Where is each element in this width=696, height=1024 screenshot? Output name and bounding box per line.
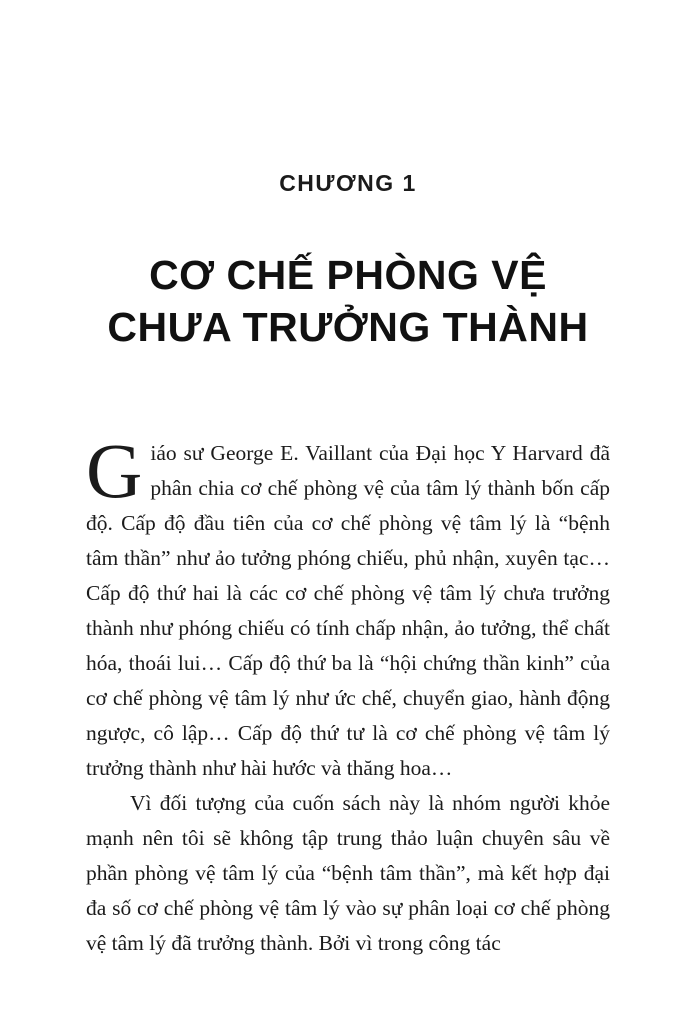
body-text <box>86 426 610 961</box>
page-content <box>86 0 610 961</box>
chapter-title <box>86 249 610 354</box>
chapter-title-line1: CƠ CHẾ PHÒNG VỆ <box>149 252 547 298</box>
dropcap-letter: G <box>86 426 143 514</box>
paragraph-2: Vì đối tượng của cuốn sách này là nhóm người khỏe mạnh nên tôi sẽ không tập trung thảo luận chuyên sâu về phần phòng vệ tâm lý của “bệnh tâm thần”, mà kết hợp đại đa số cơ chế phòng vệ tâm lý vào sự phân loại cơ chế phòng vệ tâm lý đã trưởng thành. Bởi vì trong công tác <box>86 790 610 955</box>
paragraph-1-text: iáo sư George E. Vaillant của Đại học Y Harvard đã phân chia cơ chế phòng vệ của tâm lý thành bốn cấp độ. Cấp độ đầu tiên của cơ chế phòng vệ tâm lý là “bệnh tâm thần” như ảo tưởng phóng chiếu, phủ nhận, xuyên tạc… Cấp độ thứ hai là các cơ chế phòng vệ tâm lý chưa trưởng thành như phóng chiếu có tính chấp nhận, ảo tưởng, thể chất hóa, thoái lui… Cấp độ thứ ba là “hội chứng thần kinh” của cơ chế phòng vệ tâm lý như ức chế, chuyển giao, hành động ngược, cô lập… Cấp độ thứ tư là cơ chế phòng vệ tâm lý trưởng thành như hài hước và thăng hoa… <box>86 440 610 780</box>
chapter-title-line2: CHƯA TRƯỞNG THÀNH <box>107 304 589 351</box>
paragraph-1 <box>86 426 610 786</box>
chapter-label: CHƯƠNG 1 <box>279 170 417 196</box>
